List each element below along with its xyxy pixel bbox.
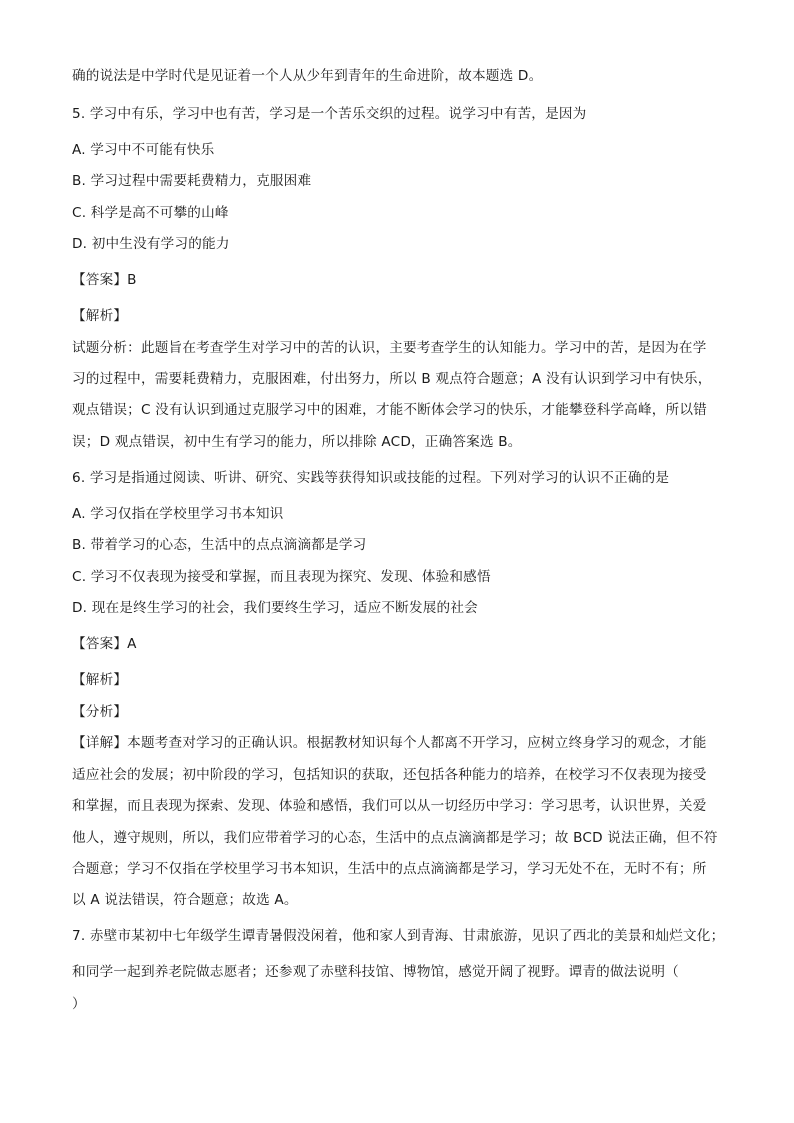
- q5-analysis-line: 习的过程中，需要耗费精力，克服困难，付出努力，所以 B 观点符合题意；A 没有认识到学习中有快乐，: [72, 371, 712, 387]
- q6-detail-line: 合题意；学习不仅指在学校里学习书本知识，生活中的点点滴滴都是学习，学习无处不在，无时不有；所: [72, 861, 707, 877]
- q6-analysis-heading: 【解析】: [72, 672, 128, 688]
- question-7-stem: 7. 赤壁市某初中七年级学生谭青暑假没闲着，他和家人到青海、甘肃旅游，见识了西北的美景和灿烂文化；: [72, 928, 725, 944]
- q5-analysis-line: 试题分析：此题旨在考查学生对学习中的苦的认识，主要考查学生的认知能力。学习中的苦，是因为在学: [72, 340, 707, 356]
- q5-analysis-heading: 【解析】: [72, 308, 128, 324]
- q5-option-c: C. 科学是高不可攀的山峰: [72, 205, 229, 221]
- q6-option-d: D. 现在是终生学习的社会，我们要终生学习，适应不断发展的社会: [72, 600, 478, 616]
- q6-detail-line: 适应社会的发展；初中阶段的学习，包括知识的获取，还包括各种能力的培养，在校学习不仅表现为接受: [72, 767, 707, 783]
- q6-option-b: B. 带着学习的心态，生活中的点点滴滴都是学习: [72, 537, 367, 553]
- text-line-continuation: 确的说法是中学时代是见证着一个人从少年到青年的生命进阶，故本题选 D。: [72, 68, 543, 84]
- q6-fenxi-heading: 【分析】: [72, 704, 128, 720]
- q5-analysis-line: 误；D 观点错误，初中生有学习的能力，所以排除 ACD，正确答案选 B。: [72, 434, 522, 450]
- q5-option-b: B. 学习过程中需要耗费精力，克服困难: [72, 173, 312, 189]
- q6-answer: 【答案】A: [72, 636, 137, 652]
- q6-detail-line: 以 A 说法错误，符合题意；故选 A。: [72, 892, 298, 908]
- q6-detail-line: 【详解】本题考查对学习的正确认识。根据教材知识每个人都离不开学习，应树立终身学习的观念，才能: [72, 735, 707, 751]
- q6-detail-line: 他人，遵守规则，所以，我们应带着学习的心态，生活中的点点滴滴都是学习；故 BCD 说法正确，但不符: [72, 830, 718, 846]
- q5-option-a: A. 学习中不可能有快乐: [72, 142, 215, 158]
- question-6-stem: 6. 学习是指通过阅读、听讲、研究、实践等获得知识或技能的过程。下列对学习的认识不正确的是: [72, 470, 670, 486]
- q5-answer: 【答案】B: [72, 272, 137, 288]
- q5-option-d: D. 初中生没有学习的能力: [72, 236, 230, 252]
- question-7-stem: 和同学一起到养老院做志愿者；还参观了赤壁科技馆、博物馆，感觉开阔了视野。谭青的做法说明（: [72, 964, 679, 980]
- question-5-stem: 5. 学习中有乐，学习中也有苦，学习是一个苦乐交织的过程。说学习中有苦，是因为: [72, 106, 587, 122]
- q6-option-c: C. 学习不仅表现为接受和掌握，而且表现为探究、发现、体验和感悟: [72, 569, 491, 585]
- question-7-bracket-close: ）: [72, 996, 86, 1012]
- q5-analysis-line: 观点错误；C 没有认识到通过克服学习中的困难，才能不断体会学习的快乐，才能攀登科学高峰，所以错: [72, 402, 707, 418]
- q6-option-a: A. 学习仅指在学校里学习书本知识: [72, 506, 284, 522]
- q6-detail-line: 和掌握，而且表现为探索、发现、体验和感悟，我们可以从一切经历中学习：学习思考，认识世界，关爱: [72, 798, 707, 814]
